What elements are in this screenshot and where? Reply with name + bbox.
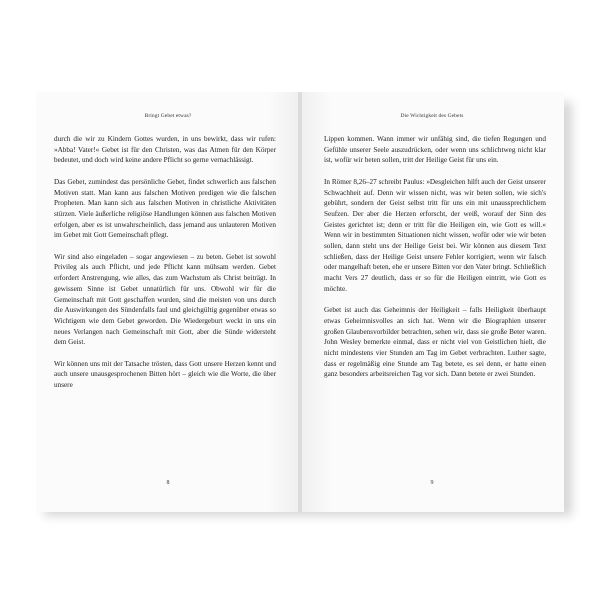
- left-paragraph: Wir sind also eingeladen – sogar angewiesen – zu beten. Gebet ist sowohl Privileg als auch Pflicht, und jede Pflicht kann mühsam werden. Gebet erfordert Anstrengung, wie alles, das zum Wachstum als Christ beiträgt. In gewissem Sinne ist Gebet unnatürlich für uns. Obwohl wir für die Gemeinschaft mit Gott geschaffen wurden, sind die meisten von uns durch die Auswirkungen des Sündenfalls faul und gleichgültig gegenüber etwas so Wichtigem wie dem Gebet geworden. Die Wiedergeburt weckt in uns ein neues Verlangen nach Gemeinschaft mit Gott, aber die Sünde widersteht dem Geist.: [54, 252, 276, 347]
- left-running-header: Bringt Gebet etwas?: [144, 113, 192, 119]
- right-paragraph: Lippen kommen. Wann immer wir unfähig sind, die tiefen Regungen und Gefühle unserer Seele auszudrücken, oder wenn uns schlichtweg nicht klar ist, wofür wir beten sollen, tritt der Heilige Geist für uns ein.: [324, 135, 546, 165]
- right-paragraph: Gebet ist auch das Geheimnis der Heiligkeit – falls Heiligkeit überhaupt etwas Geheimnisvolles an sich hat. Wenn wir die Biographien unserer großen Glaubensvorbilder betrachten, sehen wir, dass sie große Beter waren. John Wesley bemerkte einmal, dass er nicht viel von Geistlichen hielt, die nicht mindestens vier Stunden am Tag im Gebet verbrachten. Luther sagte, dass er regelmäßig eine Stunde am Tag betete, es sei denn, er hatte einen ganz besonders arbeitsreichen Tag vor sich. Dann betete er zwei Stunden.: [324, 306, 546, 379]
- open-book: [36, 92, 564, 512]
- right-paragraph: In Römer 8,26–27 schreibt Paulus: »Desgleichen hilft auch der Geist unserer Schwachheit auf. Denn wir wissen nicht, was wir beten sollen, wie sich's gebührt, sondern der Geist selbst tritt für uns ein mit unaussprechlichem Seufzen. Der aber die Herzen erforscht, der weiß, worauf der Sinn des Geistes gerichtet ist; denn er tritt für die Heiligen ein, wie Gott es will.« Wenn wir in bestimmten Situationen nicht wissen, wofür oder wie wir beten sollen, dann steht uns der Heilige Geist bei. Wir können aus diesem Text schließen, dass der Heilige Geist unsere Fehler korrigiert, wenn wir falsch oder mangelhaft beten, ehe er unsere Bitten vor den Vater bringt. Schließlich macht Vers 27 deutlich, dass er so für die Heiligen eintritt, wie Gott es möchte.: [324, 177, 546, 293]
- left-page-number: 8: [166, 480, 170, 486]
- left-page-text: [54, 134, 276, 402]
- left-paragraph: Wir können uns mit der Tatsache trösten, dass Gott unsere Herzen kennt und auch unsere unausgesprochenen Bitten hört – gleich wie die Worte, die über unsere: [54, 359, 276, 390]
- left-paragraph: durch die wir zu Kindern Gottes wurden, in uns bewirkt, dass wir rufen: »Abba! Vater!« Gebet ist für den Christen, was das Atmen für den Körper bedeutet, und doch wird keine andere Pflicht so gerne vernachlässigt.: [54, 135, 276, 165]
- right-page-number: 9: [430, 480, 434, 486]
- left-paragraph: Das Gebet, zumindest das persönliche Gebet, findet schwerlich aus falschen Motiven statt. Man kann aus falschen Motiven predigen wie die falschen Propheten. Man kann sich aus falschen Motiven in christliche Aktivitäten stürzen. Viele äußerliche religiöse Handlungen können aus falschen Motiven erfolgen, aber es ist unwahrscheinlich, dass jemand aus unlauteren Motiven im Gebet mit Gott Gemeinschaft pflegt.: [54, 177, 276, 240]
- right-page: [300, 92, 564, 512]
- left-page: [36, 92, 300, 512]
- right-page-text: [324, 134, 546, 391]
- book-gutter: [298, 92, 302, 512]
- right-running-header: Die Wichtigkeit des Gebets: [400, 113, 464, 119]
